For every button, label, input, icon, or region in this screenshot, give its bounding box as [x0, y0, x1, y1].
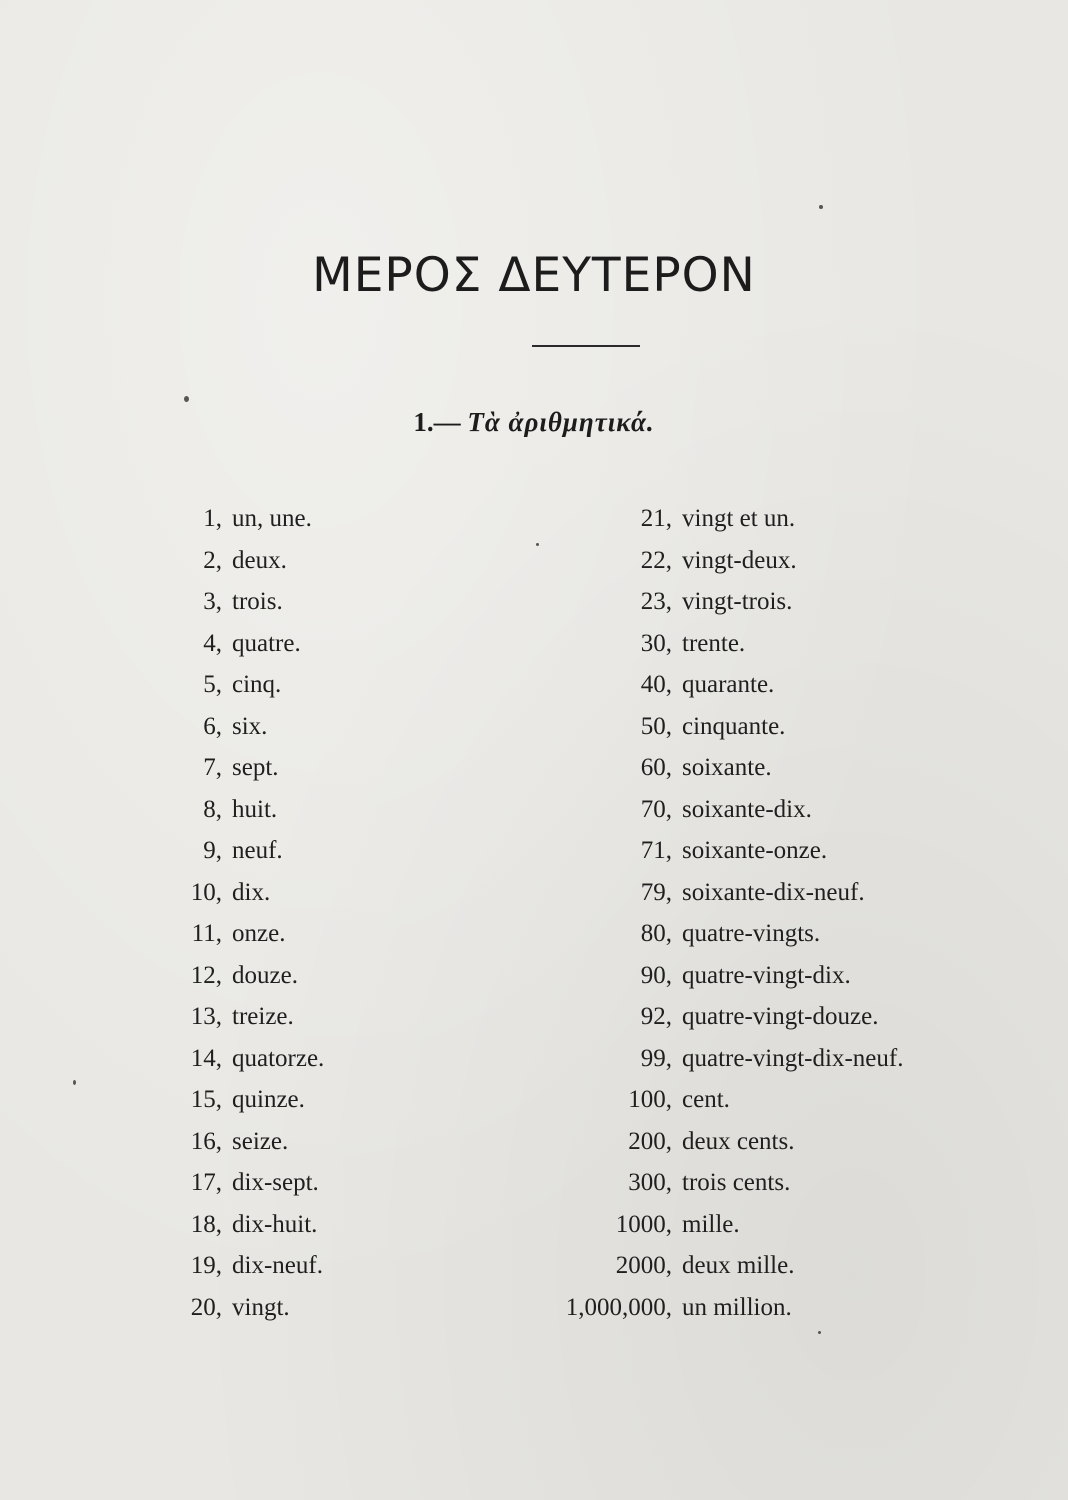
number-entry [150, 1245, 450, 1287]
number-word: deux cents. [682, 1127, 795, 1155]
numeral: 11, [191, 920, 222, 947]
number-word: onze. [232, 920, 286, 947]
numeral: 9, [203, 837, 222, 864]
number-word: cinquante. [682, 712, 786, 740]
numeral: 22, [640, 546, 672, 574]
number-entry [150, 789, 450, 831]
number-word: quatre-vingt-dix. [682, 961, 851, 989]
number-word: vingt et un. [682, 505, 796, 532]
number-entry [480, 872, 1020, 914]
number-entry [150, 1121, 450, 1163]
number-word: quarante. [682, 671, 775, 698]
numeral: 2000, [615, 1252, 672, 1279]
numeral: 1000, [615, 1210, 672, 1238]
numeral: 70, [640, 795, 672, 823]
numeral: 100, [628, 1086, 672, 1113]
numeral: 80, [640, 920, 672, 947]
numeral: 60, [640, 754, 672, 781]
number-word: vingt. [232, 1293, 290, 1321]
title-rule [532, 345, 640, 347]
numeral: 20, [190, 1293, 222, 1321]
numeral: 1,000,000, [565, 1293, 672, 1321]
number-entry [150, 872, 450, 914]
number-entry [150, 1162, 450, 1204]
number-word: treize. [232, 1003, 294, 1030]
numeral: 10, [190, 878, 222, 906]
number-entry [480, 664, 1020, 706]
number-word: vingt-deux. [682, 546, 797, 574]
number-entry [150, 664, 450, 706]
numeral: 15, [190, 1086, 222, 1113]
number-entry [150, 1038, 450, 1080]
number-entry [150, 1079, 450, 1121]
number-entry [150, 1287, 450, 1329]
number-word: sept. [232, 754, 279, 781]
number-word: trois cents. [682, 1169, 791, 1196]
numeral: 21, [640, 505, 672, 532]
number-entry [150, 498, 450, 540]
numeral: 23, [640, 588, 672, 615]
section-title: Τὰ ἀριθμητικά. [467, 407, 655, 437]
number-entry [480, 1204, 1020, 1246]
print-speck [819, 205, 823, 209]
number-word: quatorze. [232, 1044, 325, 1072]
numeral: 90, [640, 961, 672, 989]
numeral: 16, [190, 1127, 222, 1155]
numeral: 2, [203, 546, 222, 574]
number-word: quatre-vingts. [682, 920, 821, 947]
number-entry [480, 789, 1020, 831]
print-speck [818, 1331, 821, 1334]
number-word: soixante. [682, 754, 772, 781]
numeral: 12, [190, 961, 222, 989]
print-speck [184, 396, 189, 402]
number-word: dix-huit. [232, 1210, 318, 1238]
number-word: trente. [682, 629, 746, 657]
numeral: 13, [190, 1003, 222, 1030]
numeral: 300, [628, 1169, 672, 1196]
number-entry [480, 913, 1020, 955]
number-entry [480, 955, 1020, 997]
print-speck [536, 543, 539, 546]
number-entry [480, 1245, 1020, 1287]
numeral: 17, [190, 1169, 222, 1196]
number-word: douze. [232, 961, 298, 989]
numeral: 19, [190, 1252, 222, 1279]
number-entry [480, 747, 1020, 789]
number-word: deux. [232, 546, 287, 574]
number-entry [150, 1204, 450, 1246]
number-word: dix. [232, 878, 271, 906]
number-entry [480, 623, 1020, 665]
number-word: soixante-dix. [682, 795, 812, 823]
number-word: neuf. [232, 837, 283, 864]
number-entry [480, 540, 1020, 582]
number-word: dix-sept. [232, 1169, 319, 1196]
numeral: 4, [203, 629, 222, 657]
number-entry [150, 830, 450, 872]
number-entry [150, 623, 450, 665]
section-number: 1.— [413, 407, 461, 437]
number-word: cent. [682, 1086, 730, 1113]
number-entry [480, 1162, 1020, 1204]
number-word: un million. [682, 1293, 792, 1321]
number-word: huit. [232, 795, 278, 823]
number-entry [480, 1121, 1020, 1163]
number-entry [150, 540, 450, 582]
number-word: mille. [682, 1210, 740, 1238]
numeral: 7, [203, 754, 222, 781]
number-entry [150, 581, 450, 623]
number-entry [150, 913, 450, 955]
numeral: 18, [190, 1210, 222, 1238]
number-entry [480, 1287, 1020, 1329]
number-entry [480, 830, 1020, 872]
numeral: 79, [640, 878, 672, 906]
numeral: 40, [640, 671, 672, 698]
number-word: vingt-trois. [682, 588, 793, 615]
number-word: quatre-vingt-douze. [682, 1003, 879, 1030]
numbers-column-right [480, 498, 1020, 1328]
numeral: 71, [640, 837, 672, 864]
number-entry [480, 996, 1020, 1038]
number-entry [150, 706, 450, 748]
numeral: 1, [203, 505, 222, 532]
number-word: seize. [232, 1127, 289, 1155]
number-word: quatre. [232, 629, 301, 657]
number-entry [480, 706, 1020, 748]
number-entry [480, 498, 1020, 540]
number-word: soixante-onze. [682, 837, 828, 864]
number-word: quinze. [232, 1086, 305, 1113]
number-entry [150, 747, 450, 789]
numeral: 92, [640, 1003, 672, 1030]
numbers-column-left [150, 498, 450, 1328]
number-entry [150, 955, 450, 997]
numeral: 30, [640, 629, 672, 657]
number-word: quatre-vingt-dix-neuf. [682, 1044, 904, 1072]
numeral: 6, [203, 712, 222, 740]
number-entry [480, 1079, 1020, 1121]
number-word: deux mille. [682, 1252, 795, 1279]
numeral: 14, [190, 1044, 222, 1072]
number-word: cinq. [232, 671, 282, 698]
numeral: 50, [640, 712, 672, 740]
number-word: soixante-dix-neuf. [682, 878, 865, 906]
numeral: 99, [640, 1044, 672, 1072]
number-entry [150, 996, 450, 1038]
numeral: 5, [203, 671, 222, 698]
number-word: six. [232, 712, 268, 740]
number-entry [480, 581, 1020, 623]
section-heading [0, 407, 1068, 438]
number-word: un, une. [232, 505, 312, 532]
number-entry [480, 1038, 1020, 1080]
numeral: 200, [628, 1127, 672, 1155]
print-speck [73, 1080, 76, 1085]
numeral: 3, [203, 588, 222, 615]
numeral: 8, [203, 795, 222, 823]
number-word: trois. [232, 588, 283, 615]
part-title: ΜΕΡΟΣ ΔΕΥΤΕΡΟΝ [312, 248, 756, 303]
number-word: dix-neuf. [232, 1252, 323, 1279]
